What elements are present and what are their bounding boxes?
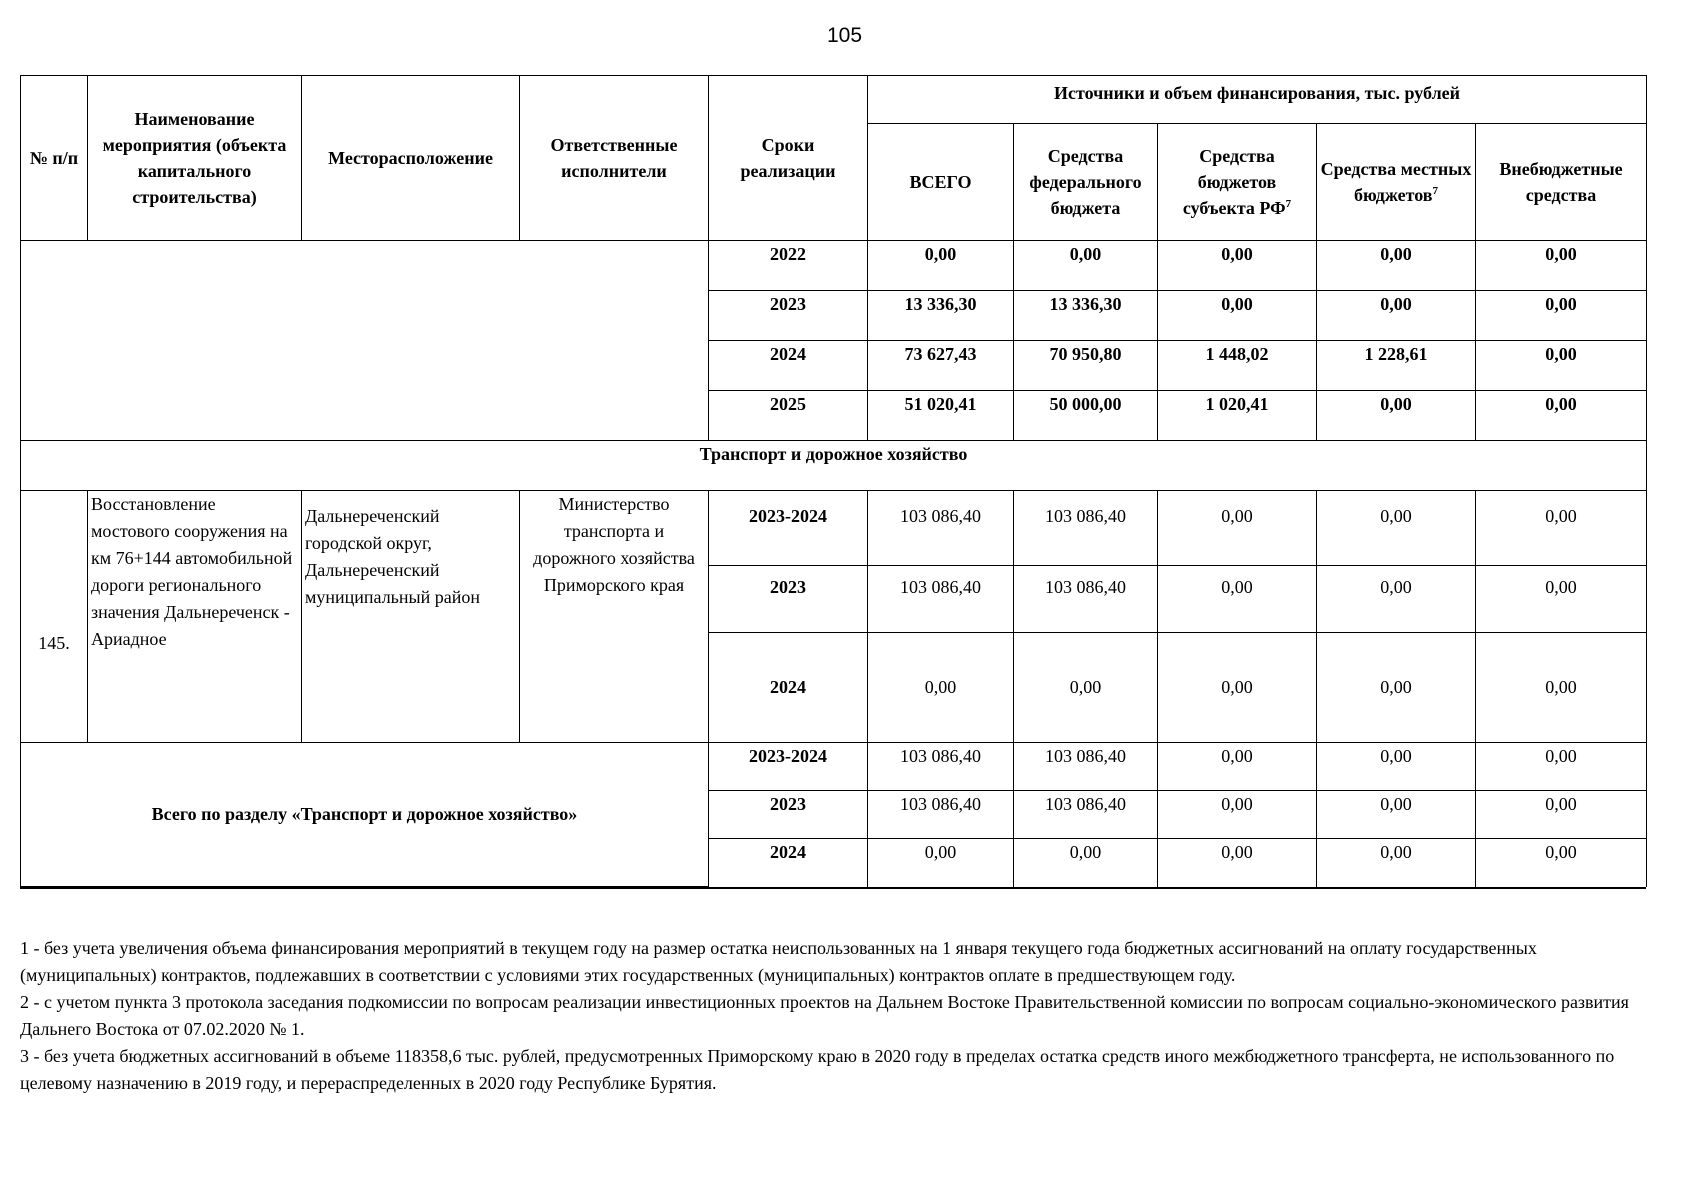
cell-extra: 0,00 xyxy=(1476,566,1647,633)
cell-year: 2022 xyxy=(709,241,868,291)
cell-subject: 1 020,41 xyxy=(1158,391,1317,441)
cell-total: 103 086,40 xyxy=(868,566,1014,633)
item-name: Восстановление мостового сооружения на км 76+144 автомобильной дороги регионального значения Дальнереченск - Ариадное xyxy=(88,491,302,743)
header-terms: Сроки реализации xyxy=(709,76,868,241)
cell-federal: 103 086,40 xyxy=(1014,791,1158,839)
table-row xyxy=(21,241,1647,291)
cell-total: 13 336,30 xyxy=(868,291,1014,341)
section-row xyxy=(21,441,1647,491)
cell-total: 0,00 xyxy=(868,241,1014,291)
financing-table xyxy=(20,75,1647,887)
item-executor: Министерство транспорта и дорожного хозяйства Приморского края xyxy=(520,491,709,743)
cell-subject: 0,00 xyxy=(1158,566,1317,633)
cell-year: 2024 xyxy=(709,633,868,743)
cell-local: 0,00 xyxy=(1317,491,1476,566)
cell-total: 103 086,40 xyxy=(868,743,1014,791)
header-executors: Ответственные исполнители xyxy=(520,76,709,241)
empty-cell xyxy=(21,241,709,441)
cell-year: 2023-2024 xyxy=(709,743,868,791)
cell-total: 103 086,40 xyxy=(868,491,1014,566)
cell-federal: 0,00 xyxy=(1014,839,1158,887)
cell-local: 0,00 xyxy=(1317,791,1476,839)
cell-extra: 0,00 xyxy=(1476,743,1647,791)
header-subject-label: Средства бюджетов субъекта РФ xyxy=(1182,146,1286,218)
table-row xyxy=(21,743,1647,791)
cell-extra: 0,00 xyxy=(1476,391,1647,441)
cell-federal: 103 086,40 xyxy=(1014,566,1158,633)
cell-year: 2025 xyxy=(709,391,868,441)
header-local-sup: 7 xyxy=(1432,185,1438,197)
cell-total: 103 086,40 xyxy=(868,791,1014,839)
cell-local: 0,00 xyxy=(1317,291,1476,341)
cell-extra: 0,00 xyxy=(1476,491,1647,566)
section-title: Транспорт и дорожное хозяйство xyxy=(21,441,1647,491)
item-location: Дальнереченский городской округ, Дальнереченский муниципальный район xyxy=(302,491,520,743)
header-total: ВСЕГО xyxy=(868,124,1014,241)
cell-federal: 50 000,00 xyxy=(1014,391,1158,441)
cell-extra: 0,00 xyxy=(1476,791,1647,839)
footnotes xyxy=(20,935,1670,1097)
cell-local: 0,00 xyxy=(1317,241,1476,291)
header-local xyxy=(1317,124,1476,241)
item-num: 145. xyxy=(21,491,88,743)
cell-total: 73 627,43 xyxy=(868,341,1014,391)
cell-local: 1 228,61 xyxy=(1317,341,1476,391)
cell-extra: 0,00 xyxy=(1476,633,1647,743)
cell-subject: 0,00 xyxy=(1158,743,1317,791)
cell-subject: 0,00 xyxy=(1158,633,1317,743)
footnote-3: 3 - без учета бюджетных ассигнований в объеме 118358,6 тыс. рублей, предусмотренных Приморскому краю в 2020 году в пределах остатка средств иного межбюджетного трансферта, не использованного по целевому назначению в 2019 году, и перераспределенных в 2020 году Республике Бурятия. xyxy=(20,1046,1615,1093)
cell-subject: 0,00 xyxy=(1158,291,1317,341)
header-sources: Источники и объем финансирования, тыс. рублей xyxy=(868,76,1647,124)
cell-federal: 0,00 xyxy=(1014,633,1158,743)
cell-extra: 0,00 xyxy=(1476,839,1647,887)
footnote-1: 1 - без учета увеличения объема финансирования мероприятий в текущем году на размер остатка неиспользованных на 1 января текущего года бюджетных ассигнований на оплату государственных (муниципальных) контрактов, подлежавших в соответствии с условиями этих государственных (муниципальных) контрактов оплате в предшествующем году. xyxy=(20,938,1537,985)
cell-year: 2023-2024 xyxy=(709,491,868,566)
cell-subject: 0,00 xyxy=(1158,839,1317,887)
cell-subject: 1 448,02 xyxy=(1158,341,1317,391)
page-number: 105 xyxy=(826,24,863,47)
cell-federal: 103 086,40 xyxy=(1014,743,1158,791)
cell-year: 2024 xyxy=(709,341,868,391)
cell-year: 2024 xyxy=(709,839,868,887)
footnote-2: 2 - с учетом пункта 3 протокола заседания подкомиссии по вопросам реализации инвестиционных проектов на Дальнем Востоке Правительственной комиссии по вопросам социально-экономического развития Дальнего Востока от 07.02.2020 № 1. xyxy=(20,992,1629,1039)
header-num: № п/п xyxy=(21,76,88,241)
header-subject-sup: 7 xyxy=(1285,198,1292,210)
cell-federal: 0,00 xyxy=(1014,241,1158,291)
cell-local: 0,00 xyxy=(1317,566,1476,633)
header-federal: Средства федерального бюджета xyxy=(1014,124,1158,241)
cell-subject: 0,00 xyxy=(1158,491,1317,566)
cell-local: 0,00 xyxy=(1317,839,1476,887)
cell-subject: 0,00 xyxy=(1158,791,1317,839)
cell-extra: 0,00 xyxy=(1476,241,1647,291)
cell-year: 2023 xyxy=(709,291,868,341)
header-name: Наименование мероприятия (объекта капитального строительства) xyxy=(88,76,302,241)
cell-extra: 0,00 xyxy=(1476,341,1647,391)
header-subject xyxy=(1158,124,1317,241)
cell-federal: 70 950,80 xyxy=(1014,341,1158,391)
cell-federal: 13 336,30 xyxy=(1014,291,1158,341)
header-local-label: Средства местных бюджетов xyxy=(1320,159,1472,205)
cell-federal: 103 086,40 xyxy=(1014,491,1158,566)
cell-local: 0,00 xyxy=(1317,743,1476,791)
table-bottom-rule xyxy=(20,887,1646,889)
cell-subject: 0,00 xyxy=(1158,241,1317,291)
cell-extra: 0,00 xyxy=(1476,291,1647,341)
cell-year: 2023 xyxy=(709,791,868,839)
cell-year: 2023 xyxy=(709,566,868,633)
cell-local: 0,00 xyxy=(1317,391,1476,441)
header-extra: Внебюджетные средства xyxy=(1476,124,1647,241)
cell-total: 0,00 xyxy=(868,633,1014,743)
cell-total: 0,00 xyxy=(868,839,1014,887)
total-label: Всего по разделу «Транспорт и дорожное хозяйство» xyxy=(21,743,709,887)
header-location: Месторасположение xyxy=(302,76,520,241)
table-row xyxy=(21,491,1647,566)
cell-local: 0,00 xyxy=(1317,633,1476,743)
cell-total: 51 020,41 xyxy=(868,391,1014,441)
